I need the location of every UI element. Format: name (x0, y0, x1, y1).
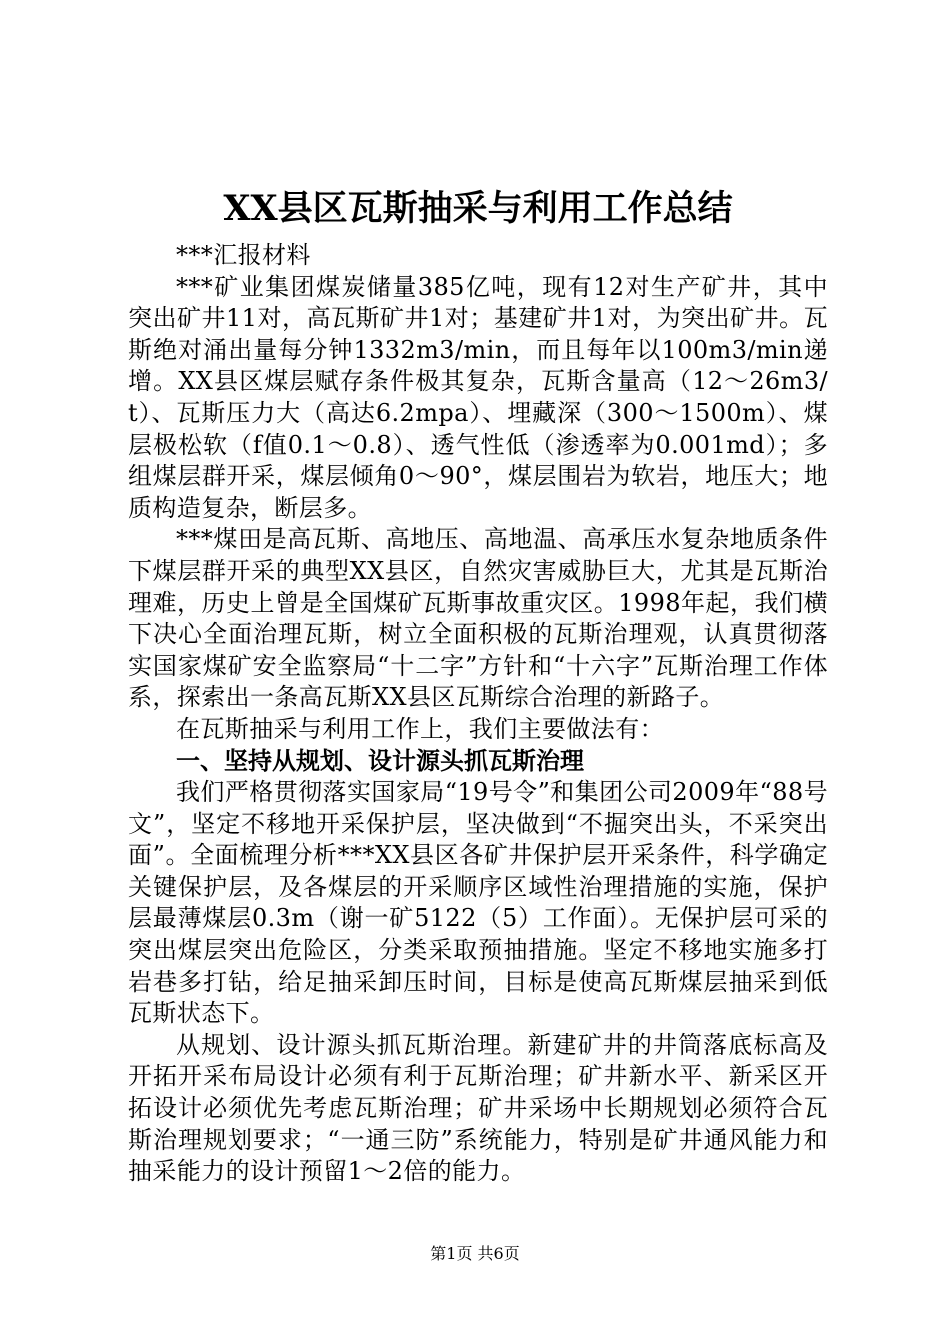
paragraph-intro-methods: 在瓦斯抽采与利用工作上，我们主要做法有： (176, 714, 664, 743)
document-body (128, 180, 828, 1188)
paragraph-overview: ***矿业集团煤炭储量385亿吨，现有12对生产矿井，其中突出矿井11对，高瓦斯矿井1对；基建矿井1对，为突出矿井。瓦斯绝对涌出量每分钟1332m3/min，而且每年以100m3/min递增。XX县区煤层赋存条件极其复杂，瓦斯含量高（12～26m3/t）、瓦斯压力大（高达6.2mpa）、埋藏深（300～1500m）、煤层极松软（f值0.1～0.8）、透气性低（渗透率为0.001md）；多组煤层群开采，煤层倾角0～90°，煤层围岩为软岩，地压大；地质构造复杂，断层多。 (128, 272, 828, 522)
section-heading-1: 一、坚持从规划、设计源头抓瓦斯治理 (176, 746, 584, 775)
paragraph-section1-body: 我们严格贯彻落实国家局“19号令”和集团公司2009年“88号文”，坚定不移地开采保护层，坚决做到“不掘突出头，不采突出面”。全面梳理分析***XX县区各矿井保护层开采条件，科学确定关键保护层，及各煤层的开采顺序区域性治理措施的实施，保护层最薄煤层0.3m（谢一矿5122（5）工作面）。无保护层可采的突出煤层突出危险区，分类采取预抽措施。坚定不移地实施多打岩巷多打钻，给足抽采卸压时间，目标是使高瓦斯煤层抽采到低瓦斯状态下。 (128, 778, 828, 1028)
document-title: XX县区瓦斯抽采与利用工作总结 (223, 188, 733, 229)
paragraph-background: ***煤田是高瓦斯、高地压、高地温、高承压水复杂地质条件下煤层群开采的典型XX县区，自然灾害威胁巨大，尤其是瓦斯治理难，历史上曾是全国煤矿瓦斯事故重灾区。1998年起，我们横下决心全面治理瓦斯，树立全面积极的瓦斯治理观，认真贯彻落实国家煤矿安全监察局“十二字”方针和“十六字”瓦斯治理工作体系，探索出一条高瓦斯XX县区瓦斯综合治理的新路子。 (128, 525, 828, 712)
page-number-footer: 第1页 共6页 (430, 1244, 520, 1263)
subtitle-line: ***汇报材料 (176, 241, 311, 269)
paragraph-section1-design: 从规划、设计源头抓瓦斯治理。新建矿井的井筒落底标高及开拓开采布局设计必须有利于瓦斯治理；矿井新水平、新采区开拓设计必须优先考虑瓦斯治理；矿井采场中长期规划必须符合瓦斯治理规划要求；“一通三防”系统能力，特别是矿井通风能力和抽采能力的设计预留1～2倍的能力。 (128, 1030, 828, 1186)
